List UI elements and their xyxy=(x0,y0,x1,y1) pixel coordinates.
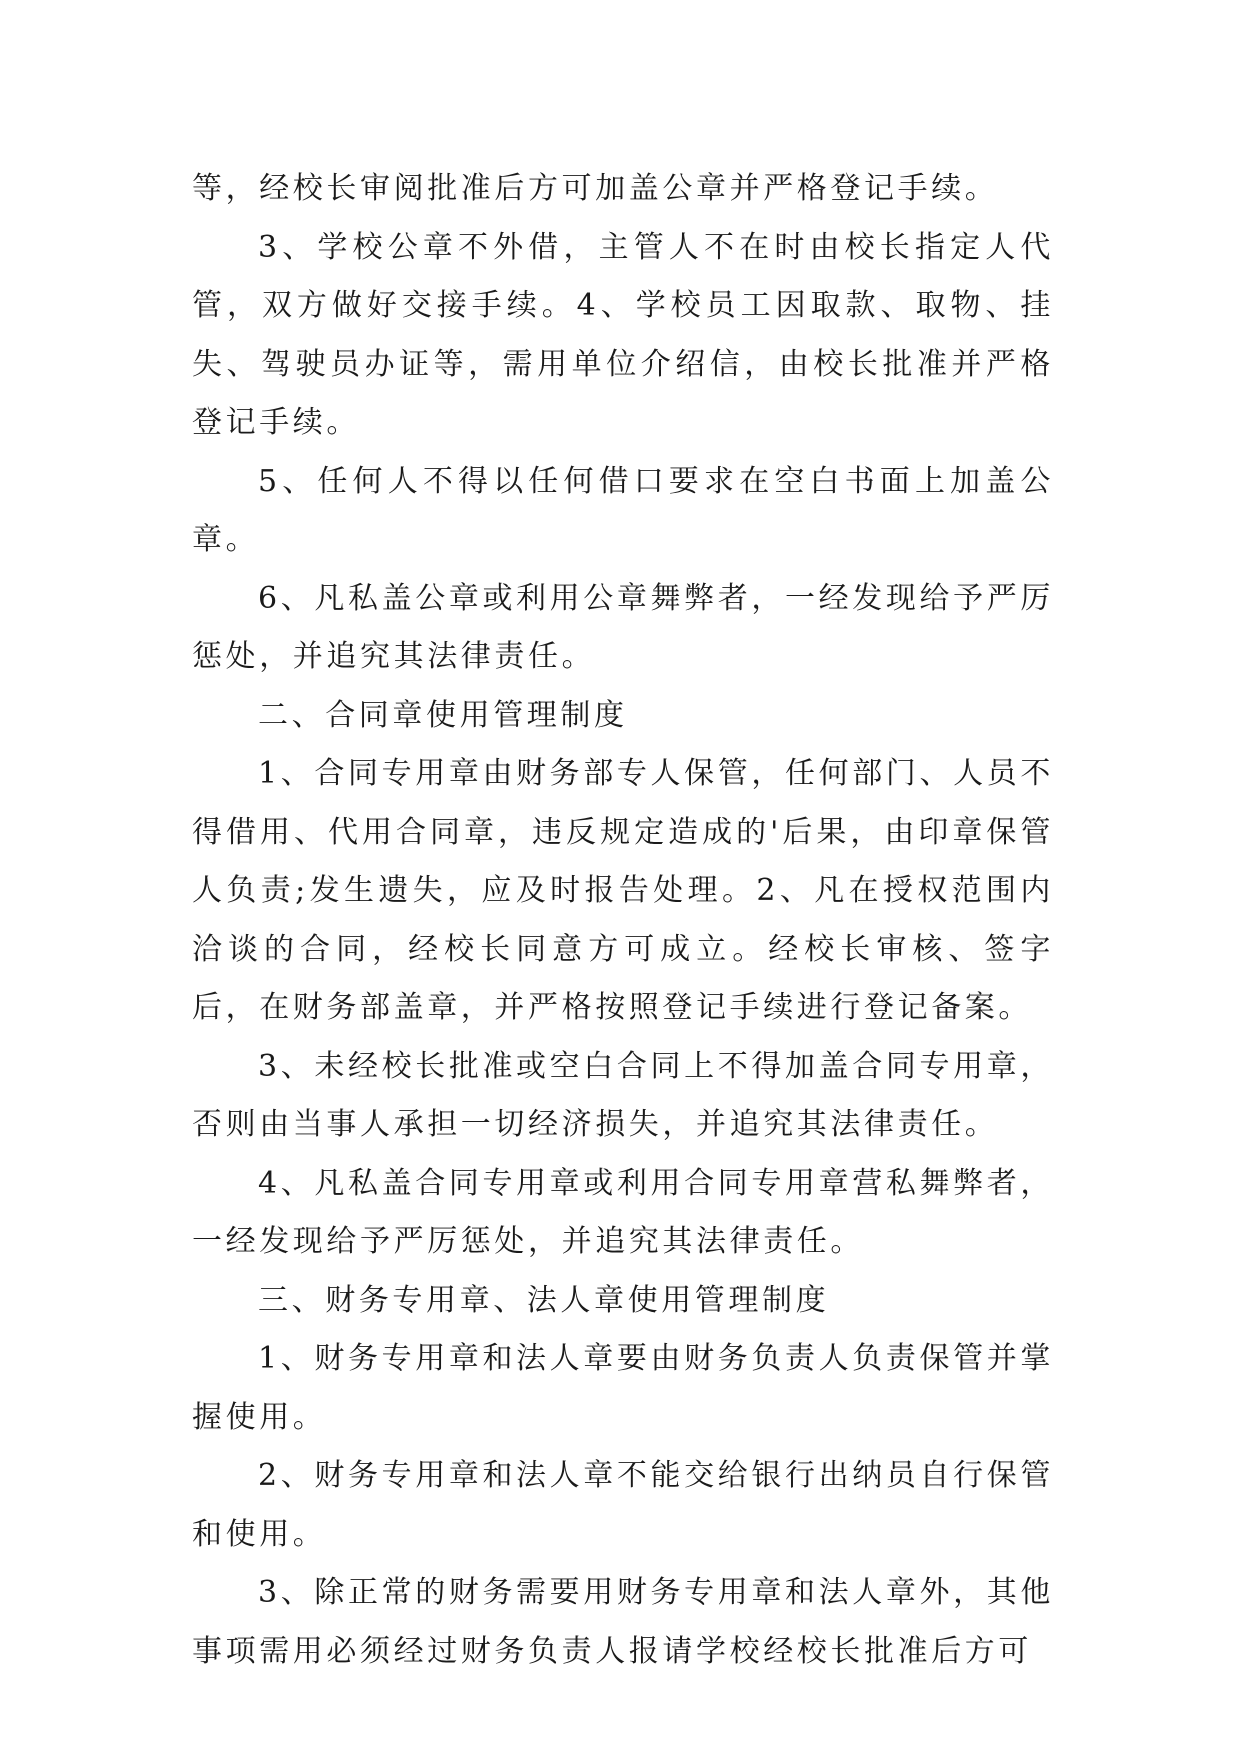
paragraph-continuation: 等，经校长审阅批准后方可加盖公章并严格登记手续。 xyxy=(192,171,999,206)
paragraph-contract-custody: 1、合同专用章由财务部专人保管，任何部门、人员不得借用、代用合同章，违反规定造成的'后果，由印章保管人负责;发生遗失，应及时报告处理。2、凡在授权范围内洽谈的合同，经校长同意方可成立。经校长审核、签字后，在财务部盖章，并严格按照登记手续进行登记备案。 xyxy=(192,756,1054,1025)
paragraph-finance-other-use: 3、除正常的财务需要用财务专用章和法人章外，其他事项需用必须经过财务负责人报请学校经校长批准后方可 xyxy=(192,1575,1054,1669)
paragraph-misuse-penalty: 6、凡私盖公章或利用公章舞弊者，一经发现给予严厉惩处，并追究其法律责任。 xyxy=(192,580,1054,674)
paragraph-seal-lending: 3、学校公章不外借，主管人不在时由校长指定人代管，双方做好交接手续。4、学校员工因取款、取物、挂失、驾驶员办证等，需用单位介绍信，由校长批准并严格登记手续。 xyxy=(192,229,1054,440)
paragraph-contract-approval: 3、未经校长批准或空白合同上不得加盖合同专用章，否则由当事人承担一切经济损失，并追究其法律责任。 xyxy=(192,1048,1054,1142)
paragraph-finance-no-teller: 2、财务专用章和法人章不能交给银行出纳员自行保管和使用。 xyxy=(192,1458,1054,1552)
section-heading-contract-seal: 二、合同章使用管理制度 xyxy=(258,697,628,733)
paragraph-blank-paper: 5、任何人不得以任何借口要求在空白书面上加盖公章。 xyxy=(192,463,1054,557)
document-body xyxy=(192,160,1054,1681)
paragraph-finance-custody: 1、财务专用章和法人章要由财务负责人负责保管并掌握使用。 xyxy=(192,1341,1054,1435)
paragraph-contract-misuse: 4、凡私盖合同专用章或利用合同专用章营私舞弊者，一经发现给予严厉惩处，并追究其法律责任。 xyxy=(192,1165,1054,1259)
section-heading-finance-seal: 三、财务专用章、法人章使用管理制度 xyxy=(258,1282,830,1318)
